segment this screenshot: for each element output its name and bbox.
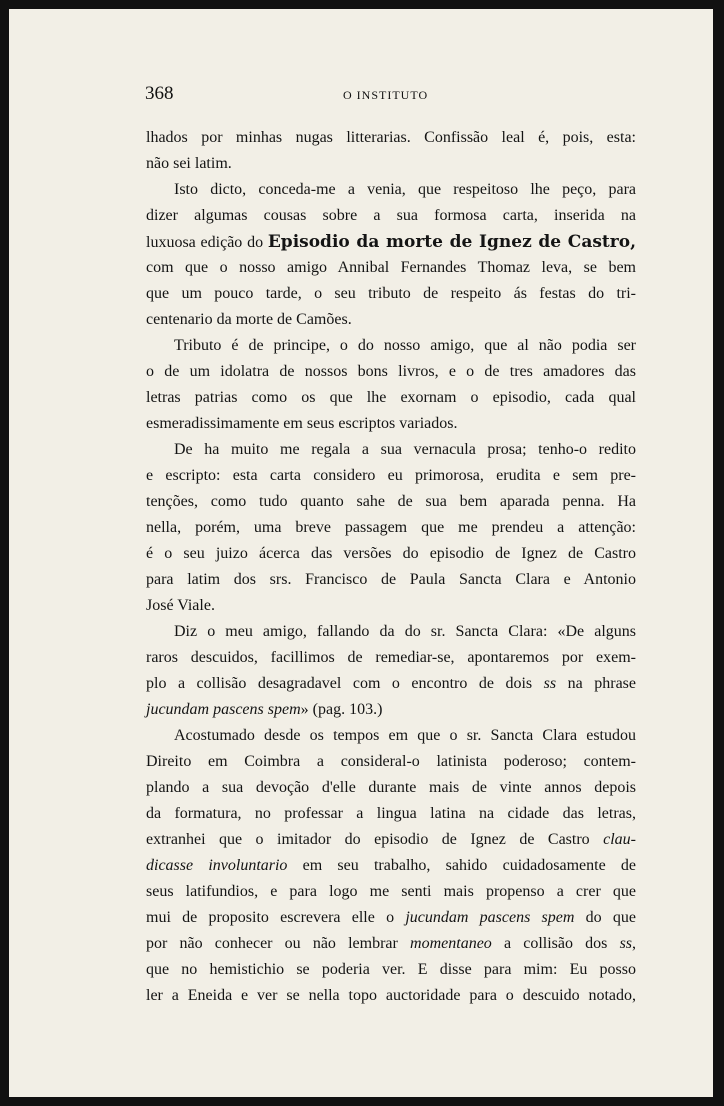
text-line (146, 619, 636, 645)
text-line (146, 229, 636, 255)
italic-text: jucundam pascens spem (405, 909, 575, 926)
text-line (146, 151, 636, 177)
text-segment: seus latifundios, e para logo me senti mais propenso a crer que (146, 883, 636, 900)
text-line (146, 567, 636, 593)
text-segment: que no hemistichio se poderia ver. E disse para mim: Eu posso (146, 961, 636, 978)
text-line (146, 775, 636, 801)
text-line (146, 463, 636, 489)
book-page (9, 9, 713, 1097)
italic-text: momentaneo (410, 935, 492, 952)
text-segment: na phrase (556, 675, 636, 692)
text-line (146, 203, 636, 229)
text-segment: por não conhecer ou não lembrar (146, 935, 411, 952)
text-segment: em seu trabalho, sahido cuidadosamente de (287, 857, 636, 874)
text-segment: é o seu juizo ácerca das versões do episodio de Ignez de Castro (146, 545, 636, 562)
italic-text: clau- (603, 831, 636, 848)
text-segment: » (pag. 103.) (300, 701, 383, 718)
text-line (146, 385, 636, 411)
text-segment: José Viale. (146, 597, 215, 614)
text-segment: ler a Eneida e ver se nella topo auctoridade para o descuido notado, (146, 987, 636, 1004)
text-segment: para latim dos srs. Francisco de Paula Sancta Clara e Antonio (146, 571, 636, 588)
text-segment: da formatura, no professar a lingua latina na cidade das letras, (146, 805, 636, 822)
text-segment: raros descuidos, facillimos de remediar-se, apontaremos por exem- (146, 649, 636, 666)
text-line (146, 723, 636, 749)
text-segment: dizer algumas cousas sobre a sua formosa carta, inserida na (146, 207, 636, 224)
text-segment: e escripto: esta carta considero eu primorosa, erudita e sem pre- (146, 467, 636, 484)
text-segment: mui de proposito escrevera elle o (146, 909, 406, 926)
text-segment: Acostumado desde os tempos em que o sr. Sancta Clara estudou (174, 727, 636, 744)
text-segment: não sei latim. (146, 155, 232, 172)
text-segment: Diz o meu amigo, fallando da do sr. Sancta Clara: «De alguns (174, 623, 636, 640)
italic-text: dicasse involuntario (146, 857, 288, 874)
text-segment: De ha muito me regala a sua vernacula prosa; tenho-o redito (174, 441, 636, 458)
text-line (146, 671, 636, 697)
page-header (145, 83, 645, 105)
text-line (146, 827, 636, 853)
text-line (146, 931, 636, 957)
text-line (146, 879, 636, 905)
text-line (146, 983, 636, 1009)
text-line (146, 333, 636, 359)
text-line (146, 281, 636, 307)
text-line (146, 697, 636, 723)
text-segment: com que o nosso amigo Annibal Fernandes Thomaz leva, se bem (146, 259, 636, 276)
text-segment: extranhei que o imitador do episodio de Ignez de Castro (146, 831, 604, 848)
text-segment: que um pouco tarde, o seu tributo de respeito ás festas do tri- (146, 285, 636, 302)
text-line (146, 801, 636, 827)
italic-text: jucundam pascens spem (146, 701, 301, 718)
text-segment: Tributo é de principe, o do nosso amigo, que al não podia ser (174, 337, 636, 354)
text-line (146, 645, 636, 671)
text-line (146, 593, 636, 619)
text-line (146, 905, 636, 931)
bold-title-text: Episodio da morte de Ignez de Castro, (267, 232, 636, 252)
page-number: 368 (145, 83, 174, 104)
text-line (146, 853, 636, 879)
text-segment: Direito em Coimbra a consideral-o latinista poderoso; contem- (146, 753, 636, 770)
text-segment: o de um idolatra de nossos bons livros, e o de tres amadores das (146, 363, 636, 380)
body-text (146, 125, 636, 1009)
text-line (146, 307, 636, 333)
text-segment: , (632, 935, 637, 952)
text-segment: plando a sua devoção d'elle durante mais de vinte annos depois (146, 779, 636, 796)
text-line (146, 125, 636, 151)
text-line (146, 957, 636, 983)
text-line (146, 489, 636, 515)
text-line (146, 541, 636, 567)
text-line (146, 255, 636, 281)
text-segment: do que (574, 909, 637, 926)
italic-text: ss (543, 675, 557, 692)
text-line (146, 359, 636, 385)
text-segment: centenario da morte de Camões. (146, 311, 352, 328)
text-segment: letras patrias como os que lhe exornam o episodio, cada qual (146, 389, 636, 406)
text-line (146, 515, 636, 541)
text-segment: Isto dicto, conceda-me a venia, que respeitoso lhe peço, para (174, 181, 636, 198)
text-line (146, 411, 636, 437)
text-line (146, 177, 636, 203)
text-segment: plo a collisão desagradavel com o encontro de dois (146, 675, 544, 692)
text-line (146, 437, 636, 463)
text-line (146, 749, 636, 775)
running-title: O INSTITUTO (343, 88, 429, 102)
text-segment: luxuosa edição do (146, 234, 268, 251)
text-segment: nella, porém, uma breve passagem que me prendeu a attenção: (146, 519, 636, 536)
text-segment: tenções, como tudo quanto sahe de sua bem aparada penna. Ha (146, 493, 636, 510)
italic-text: ss (619, 935, 633, 952)
text-segment: lhados por minhas nugas litterarias. Confissão leal é, pois, esta: (146, 129, 636, 146)
text-segment: a collisão dos (491, 935, 620, 952)
text-segment: esmeradissimamente em seus escriptos variados. (146, 415, 458, 432)
